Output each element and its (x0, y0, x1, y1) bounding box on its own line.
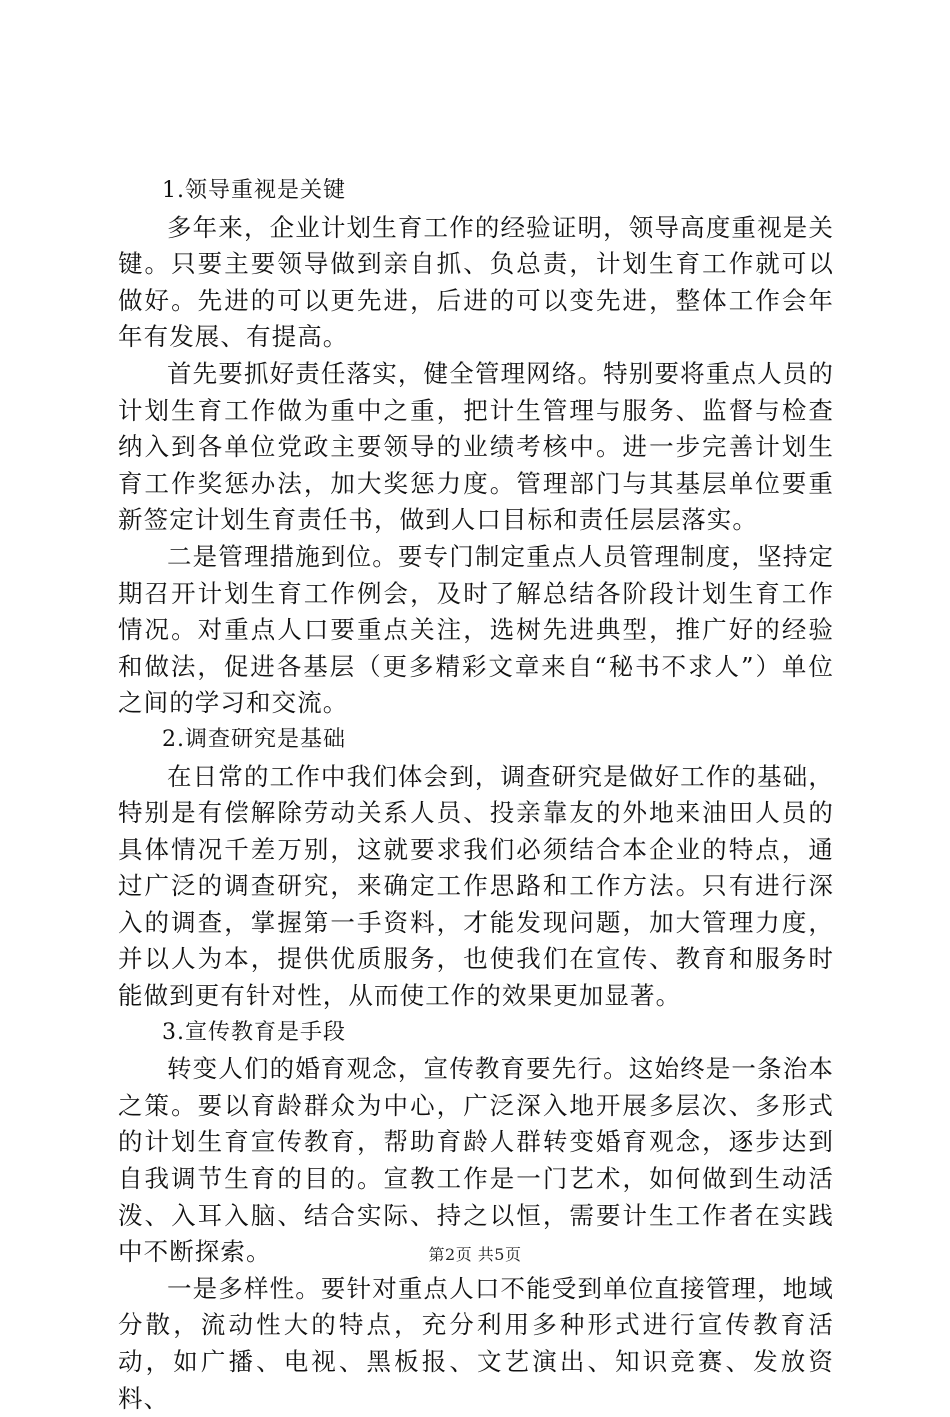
document-body (118, 173, 834, 1417)
paragraph: 首先要抓好责任落实，健全管理网络。特别要将重点人员的计划生育工作做为重中之重，把计生管理与服务、监督与检查纳入到各单位党政主要领导的业绩考核中。进一步完善计划生育工作奖惩办法，加大奖惩力度。管理部门与其基层单位要重新签定计划生育责任书，做到人口目标和责任层层落实。 (118, 358, 834, 535)
paragraph: 多年来，企业计划生育工作的经验证明，领导高度重视是关键。只要主要领导做到亲自抓、负总责，计划生育工作就可以做好。先进的可以更先进，后进的可以变先进，整体工作会年年有发展、有提高。 (118, 212, 834, 352)
page-number-footer: 第2页 共5页 (428, 1245, 522, 1264)
paragraph: 在日常的工作中我们体会到，调查研究是做好工作的基础，特别是有偿解除劳动关系人员、投亲靠友的外地来油田人员的具体情况千差万别，这就要求我们必须结合本企业的特点，通过广泛的调查研究，来确定工作思路和工作方法。只有进行深入的调查，掌握第一手资料，才能发现问题，加大管理力度，并以人为本，提供优质服务，也使我们在宣传、教育和服务时能做到更有针对性，从而使工作的效果更加显著。 (118, 761, 834, 1011)
section-leadership (118, 173, 834, 722)
paragraph: 转变人们的婚育观念，宣传教育要先行。这始终是一条治本之策。要以育龄群众为中心，广泛深入地开展多层次、多形式的计划生育宣传教育，帮助育龄人群转变婚育观念，逐步达到自我调节生育的目的。宣教工作是一门艺术，如何做到生动活泼、入耳入脑、结合实际、持之以恒，需要计生工作者在实践中不断探索。 (118, 1054, 834, 1267)
section-research (118, 722, 834, 1015)
paragraph: 一是多样性。要针对重点人口不能受到单位直接管理，地域分散，流动性大的特点，充分利用多种形式进行宣传教育活动，如广播、电视、黑板报、文艺演出、知识竞赛、发放资料、 (118, 1273, 834, 1413)
section-heading: 2.调查研究是基础 (162, 726, 346, 752)
section-heading: 3.宣传教育是手段 (162, 1019, 346, 1045)
section-heading: 1.领导重视是关键 (162, 178, 346, 203)
paragraph: 二是管理措施到位。要专门制定重点人员管理制度，坚持定期召开计划生育工作例会，及时了解总结各阶段计划生育工作情况。对重点人口要重点关注，选树先进典型，推广好的经验和做法，促进各基层（更多精彩文章来自“秘书不求人”）单位之间的学习和交流。 (118, 541, 834, 718)
section-education (118, 1015, 834, 1417)
